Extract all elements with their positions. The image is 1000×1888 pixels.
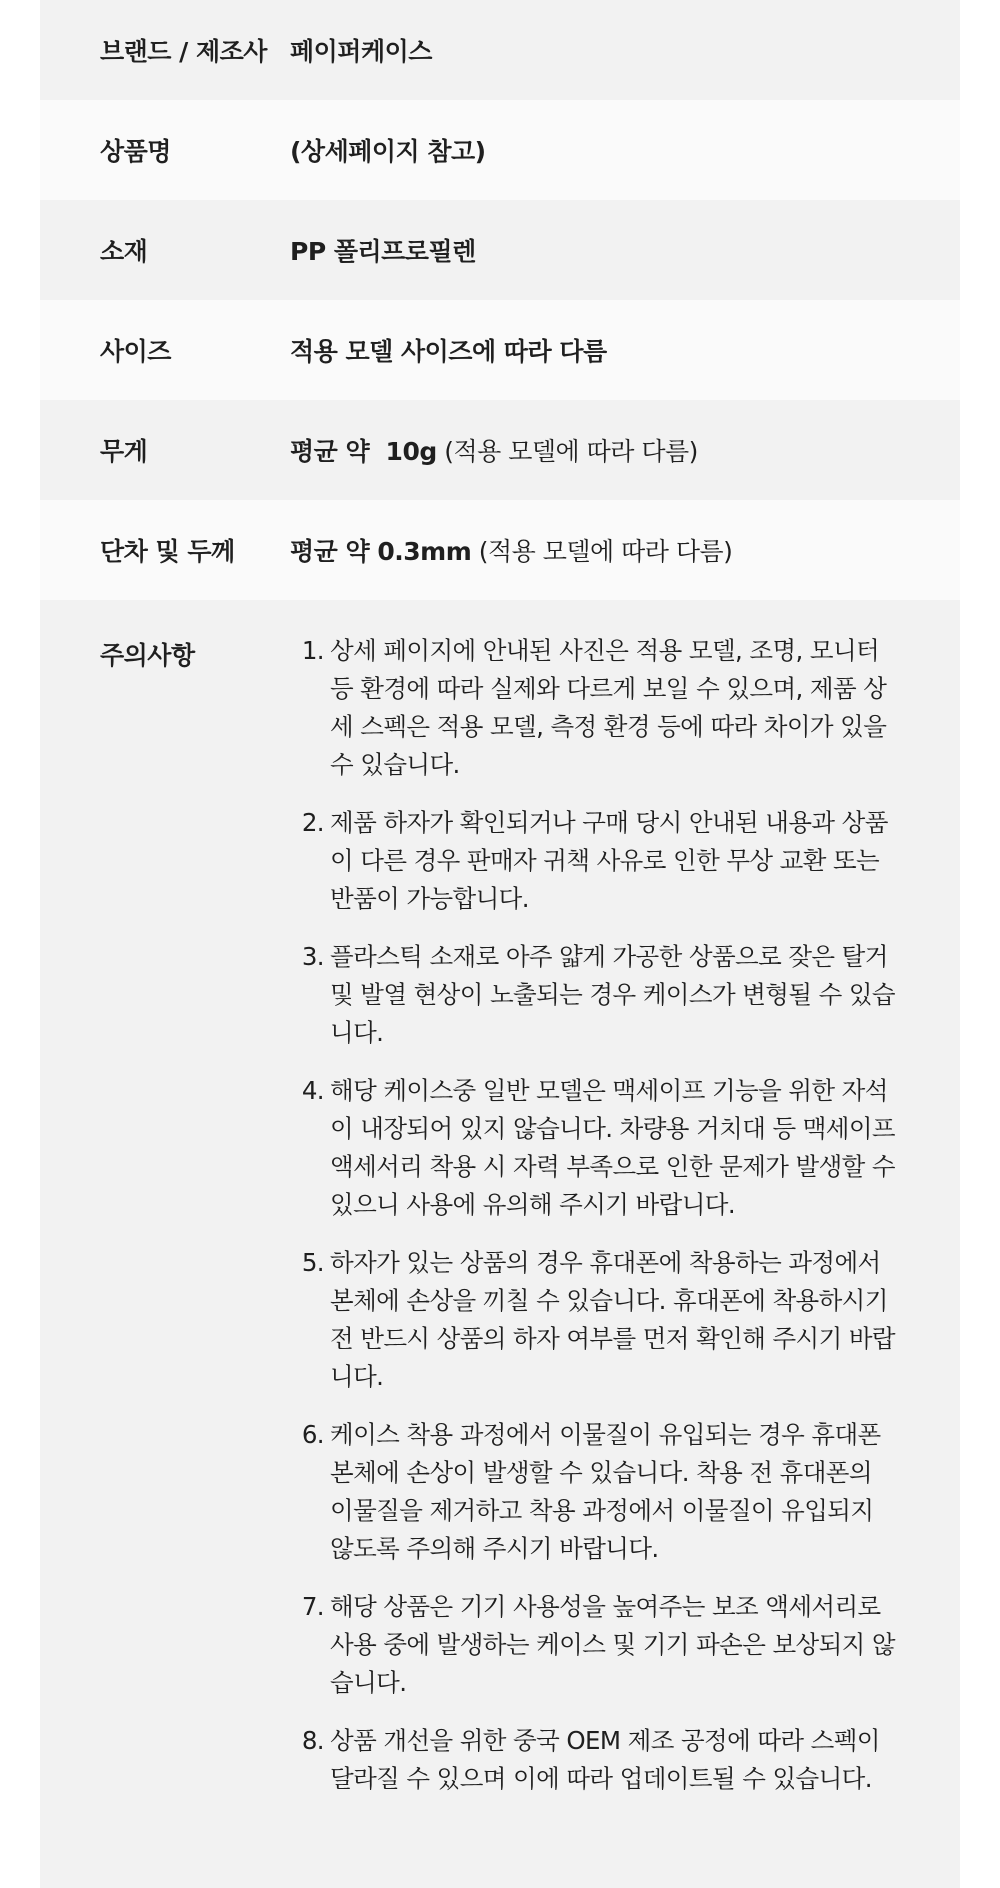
spec-row-thickness	[40, 500, 960, 600]
notice-list	[290, 632, 900, 1818]
notice-label: 주의사항	[100, 641, 195, 670]
spec-value-brand	[290, 32, 432, 68]
spec-value-product	[290, 132, 486, 168]
notice-item-number: 6.	[301, 1420, 324, 1449]
spec-row-product	[40, 100, 960, 200]
spec-value-thickness	[290, 532, 732, 568]
notice-item	[290, 632, 900, 784]
product-spec-table	[40, 0, 960, 1888]
spec-label-product: 상품명	[100, 137, 171, 166]
notice-item	[290, 804, 900, 918]
size-text: 적용 모델 사이즈에 따라 다름	[290, 337, 607, 366]
brand-name: 페이퍼케이스	[290, 37, 432, 66]
notice-item-number: 4.	[301, 1076, 324, 1105]
notice-item	[290, 1588, 900, 1702]
spec-row-brand	[40, 0, 960, 100]
spec-label-material: 소재	[100, 237, 148, 266]
spec-row-weight	[40, 400, 960, 500]
spec-row-size	[40, 300, 960, 400]
notice-item-number: 1.	[301, 636, 324, 665]
spec-label-brand: 브랜드 / 제조사	[100, 37, 267, 66]
weight-note: (적용 모델에 따라 다름)	[436, 437, 698, 466]
spec-row-material	[40, 200, 960, 300]
spec-value-material	[290, 232, 476, 268]
notice-item-text: 상세 페이지에 안내된 사진은 적용 모델, 조명, 모니터 등 환경에 따라 실제와 다르게 보일 수 있으며, 제품 상세 스펙은 적용 모델, 측정 환경 등에 따라 차이가 있을 수 있습니다.	[330, 636, 887, 779]
notice-item-text: 제품 하자가 확인되거나 구매 당시 안내된 내용과 상품이 다른 경우 판매자 귀책 사유로 인한 무상 교환 또는 반품이 가능합니다.	[330, 808, 888, 913]
notice-item	[290, 1244, 900, 1396]
spec-label-thickness: 단차 및 두께	[100, 537, 235, 566]
weight-value: 평균 약 10g	[290, 437, 437, 466]
thickness-value: 평균 약 0.3mm	[290, 537, 472, 566]
thickness-note: (적용 모델에 따라 다름)	[471, 537, 733, 566]
spec-label-size: 사이즈	[100, 337, 171, 366]
notice-item-number: 8.	[301, 1726, 324, 1755]
notice-section	[40, 600, 960, 1818]
notice-item	[290, 938, 900, 1052]
spec-label-weight: 무게	[100, 437, 148, 466]
notice-item	[290, 1416, 900, 1568]
spec-value-weight	[290, 432, 698, 468]
notice-item-number: 2.	[301, 808, 324, 837]
notice-item-text: 해당 상품은 기기 사용성을 높여주는 보조 액세서리로 사용 중에 발생하는 케이스 및 기기 파손은 보상되지 않습니다.	[330, 1592, 895, 1697]
notice-item-number: 5.	[301, 1248, 324, 1277]
notice-item-number: 7.	[301, 1592, 324, 1621]
notice-item-text: 해당 케이스중 일반 모델은 맥세이프 기능을 위한 자석이 내장되어 있지 않습니다. 차량용 거치대 등 맥세이프 액세서리 착용 시 자력 부족으로 인한 문제가 발생할 수 있으니 사용에 유의해 주시기 바랍니다.	[330, 1076, 895, 1219]
spec-value-size	[290, 332, 607, 368]
notice-item-text: 상품 개선을 위한 중국 OEM 제조 공정에 따라 스펙이 달라질 수 있으며 이에 따라 업데이트될 수 있습니다.	[330, 1726, 880, 1793]
notice-item	[290, 1722, 900, 1798]
notice-item-text: 플라스틱 소재로 아주 얇게 가공한 상품으로 잦은 탈거 및 발열 현상이 노출되는 경우 케이스가 변형될 수 있습니다.	[330, 942, 895, 1047]
notice-item-number: 3.	[301, 942, 324, 971]
notice-item-text: 케이스 착용 과정에서 이물질이 유입되는 경우 휴대폰 본체에 손상이 발생할 수 있습니다. 착용 전 휴대폰의 이물질을 제거하고 착용 과정에서 이물질이 유입되지 않도록 주의해 주시기 바랍니다.	[330, 1420, 881, 1563]
product-name: (상세페이지 참고)	[290, 137, 486, 166]
notice-item	[290, 1072, 900, 1224]
material-name: PP 폴리프로필렌	[290, 237, 476, 266]
notice-item-text: 하자가 있는 상품의 경우 휴대폰에 착용하는 과정에서 본체에 손상을 끼칠 수 있습니다. 휴대폰에 착용하시기 전 반드시 상품의 하자 여부를 먼저 확인해 주시기 바랍니다.	[330, 1248, 895, 1391]
